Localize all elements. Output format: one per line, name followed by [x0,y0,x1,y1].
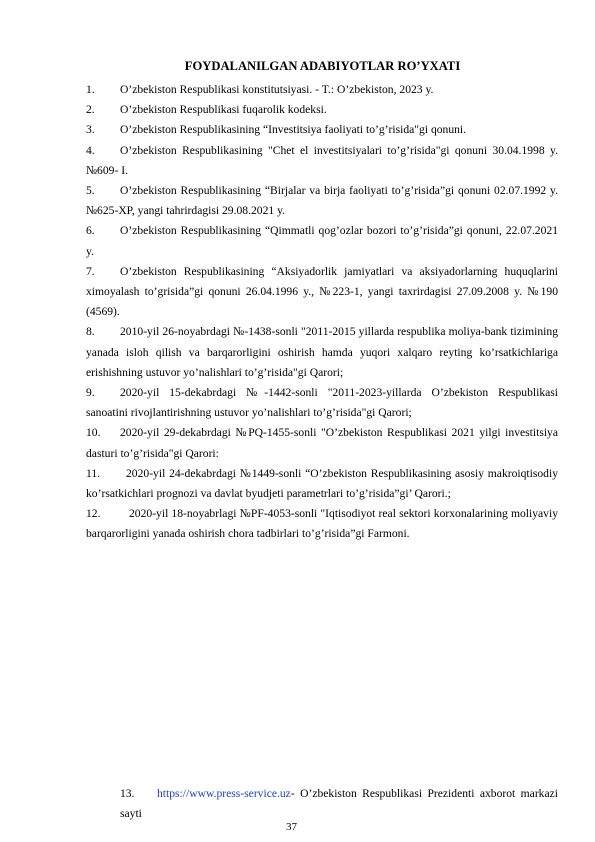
reference-item-2 [86,100,558,120]
reference-text: 2020-yil 18-noyabrlagi №PF-4053-sonli "Iqtisodiyot real sektori korxonalarining moliyaviy barqarorligini yanada oshirish chora tadbirlari to’g’risida”gi Farmoni. [86,507,558,541]
reference-text: 2020-yil 29-dekabrdagi №PQ-1455-sonli "O’zbekiston Respublikasi 2021 yilgi investitsiya dasturi to’g’risida"gi Qarori: [86,426,558,460]
reference-text: O’zbekiston Respublikasining "Chet el investitsiyalari to’g’risida"gi qonuni 30.04.1998 y. №609- I. [86,143,558,177]
reference-item-6 [86,221,558,261]
reference-item-5 [86,181,558,221]
reference-item-7 [86,262,558,323]
reference-item-4 [86,141,558,181]
reference-number: 1. [86,83,95,96]
reference-text: O’zbekiston Respublikasi konstitutsiyasi. - T.: O’zbekiston, 2023 y. [120,83,434,96]
reference-number: 8. [86,325,95,339]
reference-item-12 [86,504,558,544]
reference-item-3 [86,120,558,140]
reference-item-8 [86,322,558,383]
reference-number: 11. [86,466,101,480]
reference-number: 13. [120,787,135,800]
reference-number: 2. [86,103,95,117]
reference-number: 10. [86,426,101,440]
reference-text: O’zbekiston Respublikasi fuqarolik kodeksi. [120,103,327,117]
reference-text: O’zbekiston Respublikasining “Aksiyadorlik jamiyatlari va aksiyadorlarning huquqlarini ximoyalash to’grisida”gi qonuni 26.04.1996 y., №223-1, yangi taxrirdagisi 27.09.2008 y. №190 (4569). [86,264,558,319]
reference-text: 2020-yil 15-dekabrdagi №-1442-sonli "2011-2023-yillarda O’zbekiston Respublikasi sanoatini rivojlantirishning ustuvor yo’nalishlari to’g’risida"gi Qarori; [86,386,558,420]
reference-item-11 [86,464,558,504]
press-service-link[interactable]: https://www.press-service.uz [157,787,291,800]
reference-text: O’zbekiston Respublikasining “Birjalar va birja faoliyati to’g’risida”gi qonuni 02.07.1992 y. №625-XP, yangi tahrirdagisi 29.08.2021 y. [86,184,558,218]
reference-number: 4. [86,143,95,157]
reference-text: 2020-yil 24-dekabrdagi №1449-sonli “O’zbekiston Respublikasining asosiy makroiqtisodiy ko’rsatkichlari prognozi va davlat byudjeti parametrlari to’g’risida”gi’ Qarori.; [86,466,558,501]
reference-item-10 [86,423,558,463]
reference-text: O’zbekiston Respublikasining “Qimmatli qog’ozlar bozori to’g’risida”gi qonuni, 22.07.2021 y. [86,224,558,258]
reference-number: 3. [86,123,95,137]
reference-number: 6. [86,224,95,238]
reference-item-9 [86,383,558,423]
reference-number: 5. [86,184,95,198]
reference-item-1 [86,80,558,100]
reference-text: - O’zbekiston Respublikasi Prezidenti axborot markazi sayti [120,787,558,821]
reference-number: 12. [86,507,101,521]
reference-item-13 [120,784,558,824]
reference-number: 7. [86,264,95,278]
reference-list [86,80,558,545]
reference-number: 9. [86,386,95,400]
page-title: FOYDALANILGAN ADABIYOTLAR RO’YXATI [184,59,461,73]
reference-text: 2010-yil 26-noyabrdagi №-1438-sonli "2011-2015 yillarda respublika moliya-bank tizimining yanada isloh qilish va barqarorligini oshirish hamda yuqori xalqaro reyting ko’rsatkichlariga erishishning ustuvor yo’nalishlari to’g’risida"gi Qarori; [86,325,558,379]
reference-text: O’zbekiston Respublikasining “Investitsiya faoliyati to’g’risida"gi qonuni. [120,123,467,137]
page-number: 37 [286,821,297,833]
